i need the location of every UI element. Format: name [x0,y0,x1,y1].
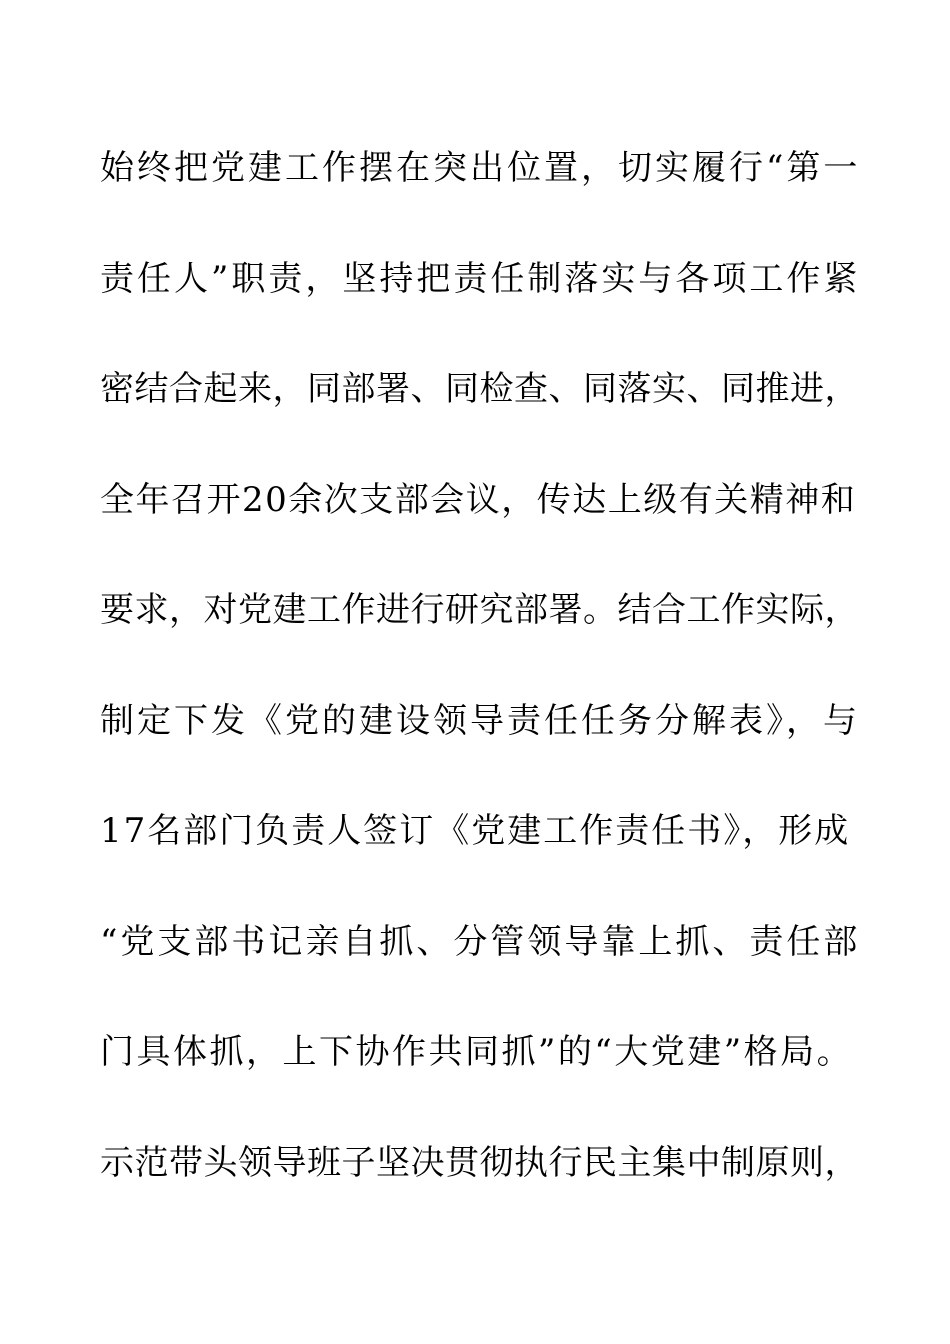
text-line: “党支部书记亲自抓、分管领导靠上抓、责任部 [100,921,861,962]
text-line: 制定下发《党的建设领导责任任务分解表》，与 [100,700,860,741]
text-line: 始终把党建工作摆在突出位置，切实履行“第一 [100,148,861,188]
body-text [100,132,860,1199]
text-line: 17名部门负责人签订《党建工作责任书》，形成 [100,811,851,851]
text-line: 责任人”职责，坚持把责任制落实与各项工作紧 [100,258,861,299]
text-line: 要求，对党建工作进行研究部署。结合工作实际， [100,590,859,630]
text-line: 全年召开20余次支部会议，传达上级有关精神和 [100,479,857,520]
text-line: 密结合起来，同部署、同检查、同落实、同推进， [100,369,859,409]
text-line: 门具体抓，上下协作共同抓”的“大党建”格局。 [100,1032,854,1072]
text-line: 示范带头领导班子坚决贯彻执行民主集中制原则， [100,1142,859,1183]
